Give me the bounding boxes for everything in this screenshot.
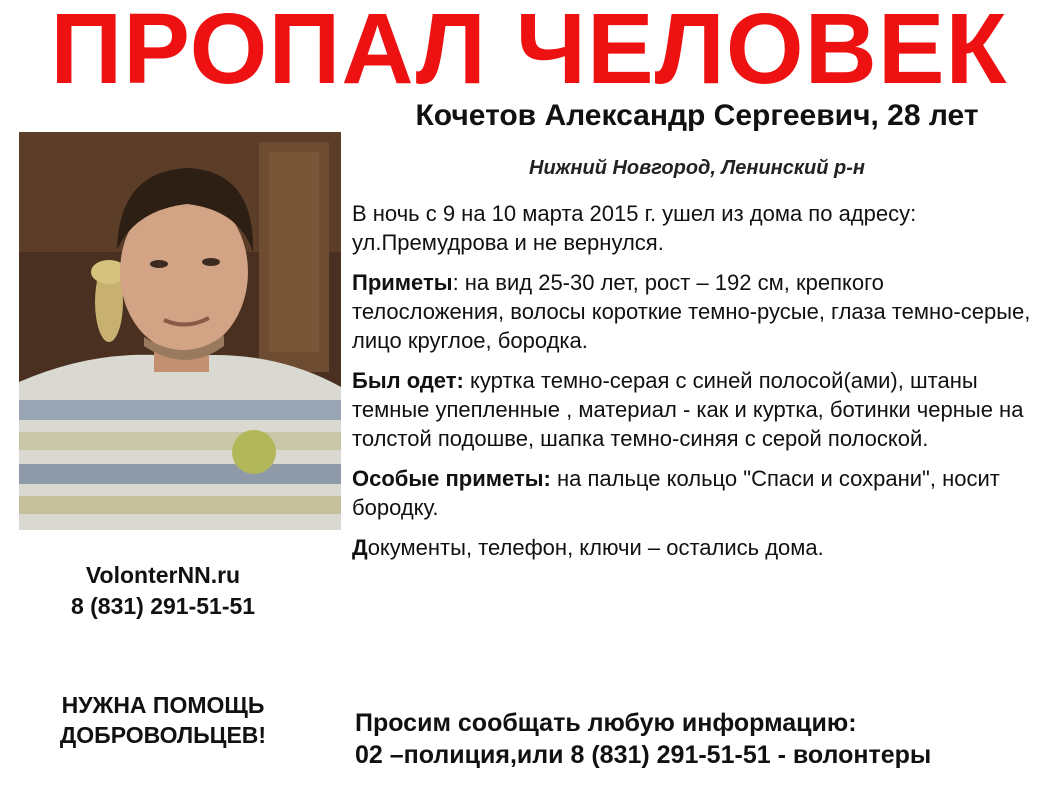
special-signs-label: Особые приметы: [352, 466, 551, 491]
description-block [352, 199, 1042, 573]
missing-person-name: Кочетов Александр Сергеевич, 28 лет [415, 99, 979, 132]
signs-paragraph [352, 268, 1042, 355]
portrait-image [19, 132, 341, 530]
appeal-line-1: Просим сообщать любую информацию: [355, 709, 857, 737]
volunteers-needed-notice [0, 690, 326, 750]
contact-appeal [355, 707, 1055, 771]
signs-text: : на вид 25-30 лет, рост – 192 см, крепкого телосложения, волосы короткие темно-русые, глаза темно-серые, лицо круглое, бородка. [352, 270, 1031, 353]
clothing-paragraph [352, 366, 1042, 453]
circumstances-paragraph: В ночь с 9 на 10 марта 2015 г. ушел из дома по адресу: ул.Премудрова и не вернулся. [352, 201, 917, 255]
location-line: Нижний Новгород, Ленинский р-н [529, 157, 865, 179]
clothing-label: Был одет: [352, 368, 464, 393]
volunteer-site: VolonterNN.ru [85, 562, 241, 588]
signs-label: Приметы [352, 270, 453, 295]
special-signs-paragraph [352, 464, 1042, 522]
volunteer-phone: 8 (831) 291-51-51 [70, 593, 256, 619]
poster-headline: ПРОПАЛ ЧЕЛОВЕК [50, 0, 1008, 105]
appeal-line-2: 02 –полиция,или 8 (831) 291-51-51 - волонтеры [355, 741, 932, 769]
documents-first-letter: Д [352, 535, 368, 560]
documents-paragraph [352, 533, 1042, 562]
help-line-1: НУЖНА ПОМОЩЬ [61, 692, 265, 718]
special-signs-text: на пальце кольцо "Спаси и сохрани", носит бородку. [352, 466, 1000, 520]
help-line-2: ДОБРОВОЛЬЦЕВ! [59, 722, 267, 748]
clothing-text: куртка темно-серая с синей полосой(ами), штаны темные упепленные , материал - как и куртка, ботинки черные на толстой подошве, шапка темно-синяя с серой полоской. [352, 368, 1024, 451]
missing-person-photo [19, 132, 341, 530]
documents-text: окументы, телефон, ключи – остались дома. [367, 535, 824, 560]
